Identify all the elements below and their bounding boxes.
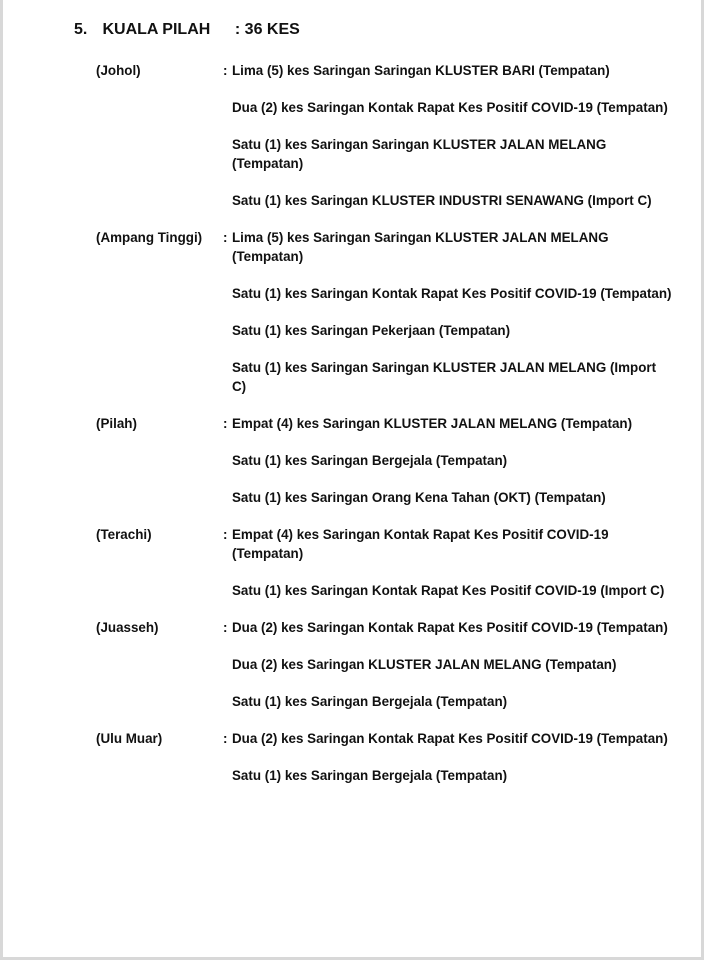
case-entry: Dua (2) kes Saringan Kontak Rapat Kes Positif COVID-19 (Tempatan) <box>232 731 668 746</box>
case-entry: Satu (1) kes Saringan KLUSTER INDUSTRI SENAWANG (Import C) <box>232 193 652 208</box>
case-entry: Dua (2) kes Saringan Kontak Rapat Kes Positif COVID-19 (Tempatan) <box>232 620 668 635</box>
district-colon: : <box>223 230 228 245</box>
case-entry: Satu (1) kes Saringan Bergejala (Tempatan) <box>232 694 508 709</box>
case-entry: Satu (1) kes Saringan Kontak Rapat Kes Positif COVID-19 (Tempatan) <box>232 286 672 301</box>
district-colon: : <box>223 63 228 78</box>
case-entry: Dua (2) kes Saringan KLUSTER JALAN MELANG (Tempatan) <box>232 657 617 672</box>
district-name: (Ampang Tinggi) <box>96 230 203 245</box>
district-name: (Pilah) <box>96 416 137 431</box>
district-colon: : <box>223 527 228 542</box>
case-entry: Satu (1) kes Saringan Orang Kena Tahan (OKT) (Tempatan) <box>232 490 606 505</box>
case-entry: Lima (5) kes Saringan Saringan KLUSTER JALAN MELANG (Tempatan) <box>232 230 609 264</box>
district-colon: : <box>223 620 228 635</box>
case-entry: Empat (4) kes Saringan Kontak Rapat Kes Positif COVID-19 (Tempatan) <box>232 527 609 561</box>
case-entries <box>232 61 676 210</box>
district-list <box>96 61 676 785</box>
case-entry: Satu (1) kes Saringan Kontak Rapat Kes Positif COVID-19 (Import C) <box>232 583 665 598</box>
case-entry: Lima (5) kes Saringan Saringan KLUSTER BARI (Tempatan) <box>232 63 610 78</box>
section-number: 5. <box>74 21 88 38</box>
district-group <box>96 729 676 785</box>
case-entries <box>232 525 676 600</box>
district-name: (Terachi) <box>96 527 152 542</box>
case-entry: Satu (1) kes Saringan Pekerjaan (Tempatan) <box>232 323 511 338</box>
district-group <box>96 228 676 396</box>
district-group <box>96 61 676 210</box>
case-entry: Satu (1) kes Saringan Saringan KLUSTER JALAN MELANG (Tempatan) <box>232 137 607 171</box>
section-heading <box>74 21 300 39</box>
case-entry: Satu (1) kes Saringan Saringan KLUSTER JALAN MELANG (Import C) <box>232 360 657 394</box>
district-name: (Ulu Muar) <box>96 731 163 746</box>
district-colon: : <box>223 731 228 746</box>
case-entry: Dua (2) kes Saringan Kontak Rapat Kes Positif COVID-19 (Tempatan) <box>232 100 668 115</box>
page-border-left <box>0 0 3 960</box>
district-colon: : <box>223 416 228 431</box>
case-entry: Empat (4) kes Saringan KLUSTER JALAN MELANG (Tempatan) <box>232 416 633 431</box>
case-entries <box>232 228 676 396</box>
case-entry: Satu (1) kes Saringan Bergejala (Tempatan) <box>232 768 508 783</box>
section-name: KUALA PILAH <box>102 21 211 38</box>
district-group <box>96 414 676 507</box>
district-name: (Juasseh) <box>96 620 159 635</box>
section-case-count: : 36 KES <box>234 21 300 38</box>
case-entry: Satu (1) kes Saringan Bergejala (Tempatan) <box>232 453 508 468</box>
case-entries <box>232 618 676 711</box>
district-name: (Johol) <box>96 63 141 78</box>
case-entries <box>232 729 676 785</box>
district-group <box>96 525 676 600</box>
case-entries <box>232 414 676 507</box>
district-group <box>96 618 676 711</box>
